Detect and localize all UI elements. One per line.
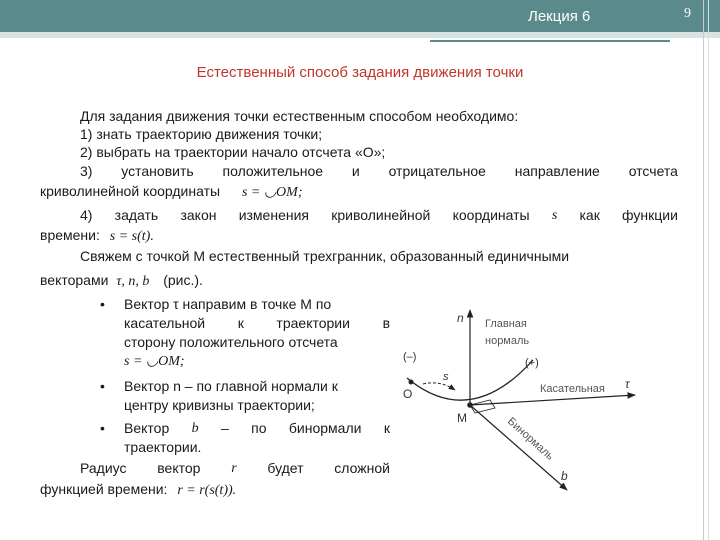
text-fragment: криволинейной координаты <box>40 183 221 199</box>
text-fragment: векторами <box>40 272 109 288</box>
arc-s-arrow <box>423 383 455 390</box>
text-line-6 <box>80 207 678 224</box>
bullet-2-line-2: центру кривизны траектории; <box>124 397 315 413</box>
radius-line-2 <box>40 481 236 499</box>
label-plus: (+) <box>525 357 539 369</box>
label-s: s <box>443 371 449 383</box>
point-M <box>467 402 473 408</box>
text-line-2: 1) знать траекторию движения точки; <box>80 126 323 142</box>
word: траектории <box>276 315 350 331</box>
right-angle-mark <box>470 400 495 413</box>
word: направление <box>514 163 600 179</box>
text-line-4 <box>80 163 678 180</box>
bullet-icon: • <box>100 296 105 312</box>
word: к <box>383 420 390 436</box>
right-border-line-2 <box>708 0 709 540</box>
point-O <box>409 380 414 385</box>
label-glavnaya: Главная <box>485 318 527 330</box>
word: координаты <box>452 207 530 223</box>
word: задать <box>114 207 159 223</box>
header-underbar <box>0 32 720 38</box>
word: Радиус <box>80 460 127 476</box>
word: b <box>191 421 199 436</box>
label-n: n <box>457 311 464 325</box>
natural-trihedron-figure <box>395 300 645 500</box>
label-tau: τ <box>625 377 630 391</box>
word: бинормали <box>288 420 362 436</box>
word: касательной <box>124 315 206 331</box>
lecture-label: Лекция 6 <box>528 8 591 25</box>
header-rule <box>430 40 670 42</box>
bullet-icon: • <box>100 378 105 394</box>
slide-title: Естественный способ задания движения точки <box>196 64 524 81</box>
bullet-1-line-2 <box>124 315 390 332</box>
label-kasatelnaya: Касательная <box>540 383 605 395</box>
bullet-1-line-1: Вектор τ направим в точке M по <box>124 296 332 312</box>
text-line-3: 2) выбрать на траектории начало отсчета «О»; <box>80 144 386 160</box>
word: к <box>237 315 244 331</box>
word: 4) <box>80 207 93 223</box>
word: 3) <box>80 163 93 179</box>
label-M: M <box>457 411 467 425</box>
formula-s-of-t: s = s(t). <box>109 229 154 244</box>
word: криволинейной <box>331 207 431 223</box>
word: вектор <box>157 460 201 476</box>
bullet-2-line-1: Вектор n – по главной нормали к <box>124 378 338 394</box>
word: закон <box>180 207 217 223</box>
text-line-8: Свяжем с точкой M естественный трехгранник, образованный единичными <box>80 248 570 264</box>
binormal-line <box>470 405 567 490</box>
label-normal: нормаль <box>485 335 530 347</box>
text-line-5 <box>40 183 302 201</box>
word: как <box>579 207 600 223</box>
text-line-9 <box>40 272 203 290</box>
label-minus: (–) <box>403 351 417 363</box>
bullet-1-line-3: сторону положительного отсчета <box>124 334 338 350</box>
bullet-icon: • <box>100 420 105 436</box>
text-line-7 <box>40 227 154 245</box>
word: изменения <box>238 207 309 223</box>
page-number: 9 <box>684 6 691 21</box>
tangent-line <box>470 395 635 405</box>
word: отрицательное <box>388 163 486 179</box>
word: r <box>231 461 237 476</box>
text-fragment: (рис.). <box>163 272 203 288</box>
formula-r-of-s-of-t: r = r(s(t)). <box>177 483 237 498</box>
word: будет <box>267 460 304 476</box>
unit-vectors: τ, n, b <box>116 274 150 289</box>
word: отсчета <box>628 163 678 179</box>
word: s <box>551 208 558 223</box>
label-b: b <box>561 469 568 483</box>
word: положительное <box>222 163 324 179</box>
formula-s-arc: s = ◡OM; <box>241 185 303 200</box>
header-bar <box>0 0 720 32</box>
word: функции <box>622 207 678 223</box>
right-border-line <box>703 0 704 540</box>
text-line-1: Для задания движения точки естественным способом необходимо: <box>80 108 519 124</box>
word: установить <box>121 163 194 179</box>
label-binormal: Бинормаль <box>504 415 556 463</box>
word: – <box>220 420 229 436</box>
word: по <box>251 420 267 436</box>
radius-line-1 <box>80 460 390 477</box>
bullet-3-line-1 <box>124 420 390 437</box>
label-O: O <box>403 387 413 401</box>
word: Вектор <box>124 420 170 436</box>
bullet-1-formula: s = ◡OM; <box>124 354 185 369</box>
text-fragment: функцией времени: <box>40 481 168 497</box>
text-fragment: времени: <box>40 227 100 243</box>
word: сложной <box>334 460 390 476</box>
bullet-3-line-2: траектории. <box>124 439 202 455</box>
word: и <box>351 163 360 179</box>
word: в <box>382 315 390 331</box>
